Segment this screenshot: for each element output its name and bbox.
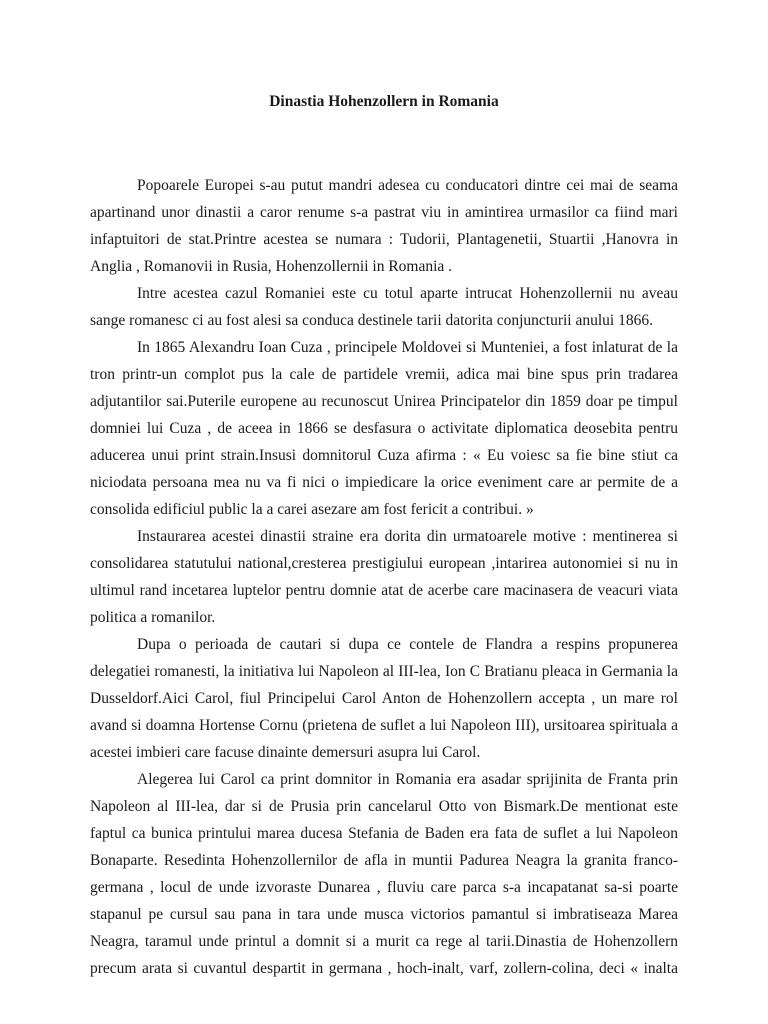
text-line: Alegerea lui Carol ca print domnitor in Romania era asadar sprijinita de Franta prin [137, 771, 678, 788]
text-line: infaptuitori de stat.Printre acestea se numara : Tudorii, Plantagenetii, Stuartii ,Hanovra in [90, 231, 678, 248]
text-line: avand si doamna Hortense Cornu (prietena de suflet a lui Napoleon III), ursitoarea spirituala a [90, 717, 678, 734]
text-line: In 1865 Alexandru Ioan Cuza , principele Moldovei si Munteniei, a fost inlaturat de la [137, 339, 678, 356]
document-title: Dinastia Hohenzollern in Romania [269, 93, 499, 110]
text-line: tron printr-un complot pus la cale de partidele vremii, adica mai bine spus prin tradarea [90, 366, 678, 383]
text-line: germana , locul de unde izvoraste Dunarea , fluviu care parca s-a incapatanat sa-si poarte [90, 879, 678, 896]
text-line: ultimul rand incetarea luptelor pentru domnie atat de acerbe care macinasera de veacuri viata [90, 582, 678, 599]
text-line: sange romanesc ci au fost alesi sa conduca destinele tarii datorita conjuncturii anului 1866. [90, 312, 653, 329]
text-line: aducerea unui print strain.Insusi domnitorul Cuza afirma : « Eu voiesc sa fie bine stiut ca [90, 447, 678, 464]
text-line: apartinand unor dinastii a caror renume s-a pastrat viu in amintirea urmasilor ca fiind mari [90, 204, 678, 221]
text-line: adjutantilor sai.Puterile europene au recunoscut Unirea Principatelor din 1859 doar pe timpul [90, 393, 678, 410]
text-line: acestei imbieri care facuse dinainte demersuri asupra lui Carol. [90, 744, 481, 761]
text-line: consolida edificiul public la a carei asezare am fost fericit a contribui. » [90, 501, 534, 518]
text-line: niciodata persoana mea nu va fi nici o impiedicare la orice eveniment care ar permite de a [90, 474, 678, 491]
text-line: Intre acestea cazul Romaniei este cu totul aparte intrucat Hohenzollernii nu aveau [137, 285, 678, 302]
text-line: Dupa o perioada de cautari si dupa ce contele de Flandra a respins propunerea [137, 636, 678, 653]
text-line: Neagra, taramul unde printul a domnit si a murit ca rege al tarii.Dinastia de Hohenzollern [90, 933, 678, 950]
text-line: Popoarele Europei s-au putut mandri adesea cu conducatori dintre cei mai de seama [137, 177, 678, 194]
text-line: politica a romanilor. [90, 609, 216, 626]
text-line: faptul ca bunica printului marea ducesa Stefania de Baden era fata de suflet a lui Napoleon [90, 825, 678, 842]
text-line: Dusseldorf.Aici Carol, fiul Principelui Carol Anton de Hohenzollern accepta , un mare rol [90, 690, 678, 707]
text-line: Instaurarea acestei dinastii straine era dorita din urmatoarele motive : mentinerea si [137, 528, 678, 545]
text-line: Bonaparte. Resedinta Hohenzollernilor de afla in muntii Padurea Neagra la granita franco- [90, 852, 678, 869]
text-line: stapanul pe cursul sau pana in tara unde musca victorios pamantul si imbratiseaza Marea [90, 906, 678, 923]
text-line: domniei lui Cuza , de aceea in 1866 se desfasura o activitate diplomatica deosebita pentru [90, 420, 678, 437]
text-line: delegatiei romanesti, la initiativa lui Napoleon al III-lea, Ion C Bratianu pleaca in Germania la [90, 663, 678, 680]
text-line: consolidarea statutului national,cresterea prestigiului european ,intarirea autonomiei si nu in [90, 555, 678, 572]
text-line: precum arata si cuvantul despartit in germana , hoch-inalt, varf, zollern-colina, deci « inalta [90, 960, 678, 977]
text-line: Anglia , Romanovii in Rusia, Hohenzollernii in Romania . [90, 258, 453, 275]
text-line: Napoleon al III-lea, dar si de Prusia prin cancelarul Otto von Bismark.De mentionat este [90, 798, 678, 815]
